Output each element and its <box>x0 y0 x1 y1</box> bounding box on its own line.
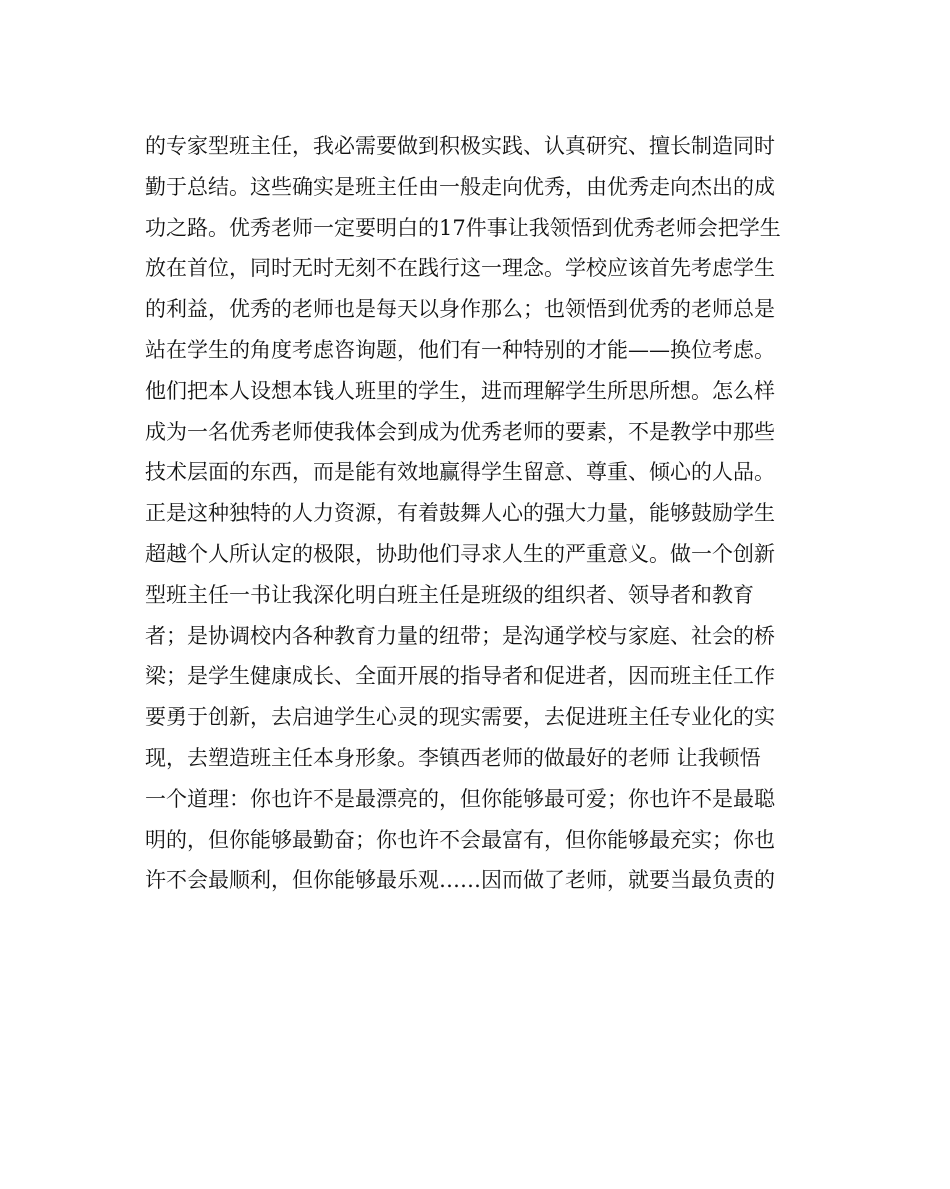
text-line: 许不会最顺利，但你能够最乐观……因而做了老师，就要当最负责的 <box>145 868 775 893</box>
text-line: 一个道理：你也许不是最漂亮的，但你能够最可爱；你也许不是最聪 <box>145 786 775 811</box>
text-line: 的专家型班主任，我必需要做到积极实践、认真研究、擅长制造同时 <box>145 134 775 158</box>
text-line: 现，去塑造班主任本身形象。李镇西老师的做最好的老师 让我顿悟 <box>145 745 761 770</box>
text-line: 功之路。优秀老师一定要明白的17件事让我领悟到优秀老师会把学生 <box>145 215 781 240</box>
body-text <box>145 126 815 901</box>
text-line: 正是这种独特的人力资源，有着鼓舞人心的强大力量，能够鼓励学生 <box>145 501 775 526</box>
text-line: 超越个人所认定的极限，协助他们寻求人生的严重意义。做一个创新 <box>145 541 775 566</box>
text-line: 技术层面的东西，而是能有效地赢得学生留意、尊重、倾心的人品。 <box>145 460 775 485</box>
text-line: 站在学生的角度考虑咨询题，他们有一种特别的才能——换位考虑。 <box>145 337 775 362</box>
text-line: 者；是协调校内各种教育力量的纽带；是沟通学校与家庭、社会的桥 <box>145 623 775 648</box>
text-line: 他们把本人设想本钱人班里的学生，进而理解学生所思所想。怎么样 <box>145 378 775 403</box>
text-line: 明的，但你能够最勤奋；你也许不会最富有，但你能够最充实；你也 <box>145 827 775 852</box>
text-line: 要勇于创新，去启迪学生心灵的现实需要，去促进班主任专业化的实 <box>145 705 775 730</box>
text-line: 放在首位，同时无时无刻不在践行这一理念。学校应该首先考虑学生 <box>145 256 775 281</box>
text-line: 型班主任一书让我深化明白班主任是班级的组织者、领导者和教育 <box>145 582 754 607</box>
text-line: 的利益，优秀的老师也是每天以身作那么；也领悟到优秀的老师总是 <box>145 297 775 322</box>
text-line: 梁；是学生健康成长、全面开展的指导者和促进者，因而班主任工作 <box>145 664 775 689</box>
text-line: 成为一名优秀老师使我体会到成为优秀老师的要素，不是教学中那些 <box>145 419 775 444</box>
text-line: 勤于总结。这些确实是班主任由一般走向优秀，由优秀走向杰出的成 <box>145 174 775 199</box>
